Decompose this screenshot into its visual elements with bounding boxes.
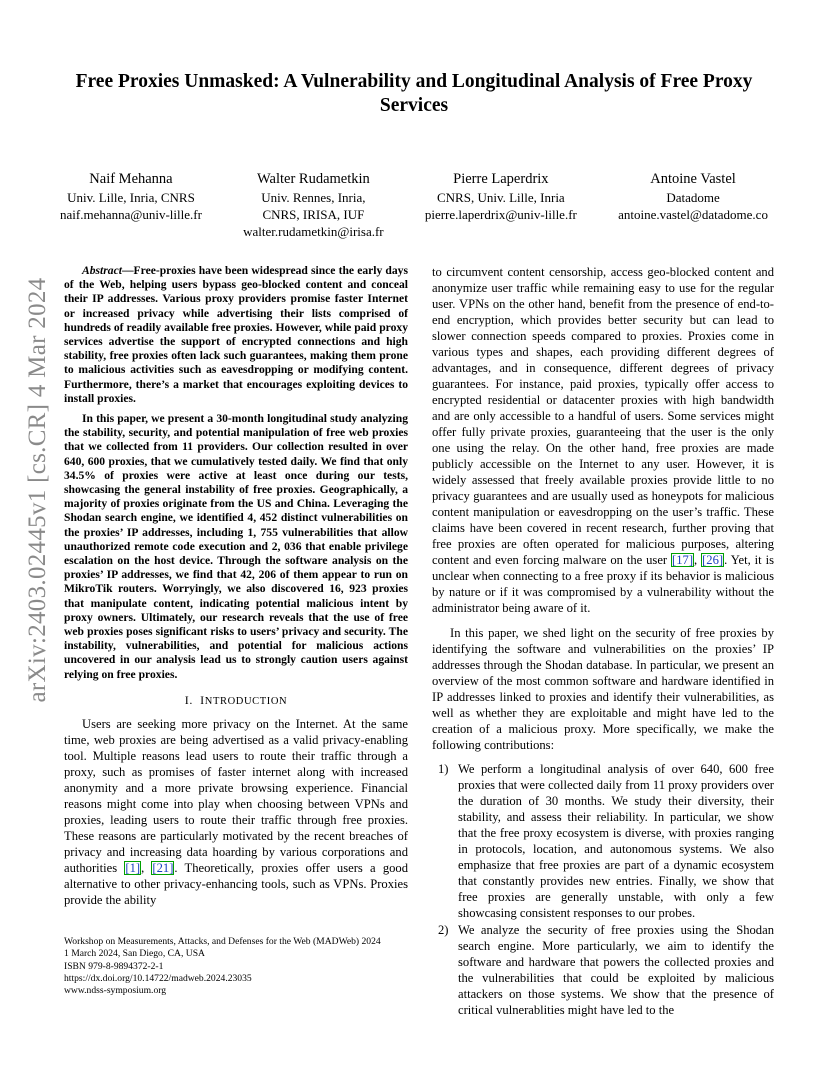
body-paragraph: In this paper, we shed light on the security of free proxies by identifying the software and vulnerabilities on the proxies’ IP addresses through the Shodan database. In particular, we present an overview of the most common software and hardware identified in IP addresses linked to proxies and identify their vulnerabilities, as well as whether they are exploitable and might have led to the creation of a malicious proxy. More specifically, we make the following contributions: bbox=[432, 626, 774, 752]
author-email: pierre.laperdrix@univ-lille.fr bbox=[424, 207, 577, 222]
citation-link[interactable]: [26] bbox=[702, 553, 724, 567]
author-affiliation: CNRS, IRISA, IUF bbox=[262, 207, 365, 222]
body-paragraph bbox=[432, 264, 774, 616]
abstract-paragraph: In this paper, we present a 30-month longitudinal study analyzing the stability, security, and potential manipulation of free web proxies that we collected from 11 providers. Our collection resulted in over 640, 600 proxies, that we cumulatively tested daily. We find that only 34.5% of proxies were active at least once during our tests, showcasing the general instability of free proxies. Geographically, a majority of proxies originate from the US and China. Leveraging the Shodan search engine, we identified 4, 452 distinct vulnerabilities on the proxies’ IP addresses, including 1, 755 vulnerabilities that allow unauthorized remote code execution and 2, 036 that enable privilege escalation on the host device. Through the software analysis on the proxies’ IP addresses, we find that 42, 206 of them appear to run on MikroTik routers. Worryingly, we also discovered 16, 923 proxies that manipulate content, indicating potential malicious intent by proxy owners. Ultimately, our research reveals that the use of free web proxies poses significant risks to users’ privacy and security. The instability, vulnerabilities, and potential for malicious actions uncovered in our analysis lead us to strongly caution users against relying on free proxies. bbox=[64, 412, 408, 681]
footnote-line: www.ndss-symposium.org bbox=[64, 985, 167, 997]
arxiv-identifier-sidebar bbox=[18, 277, 58, 703]
author bbox=[425, 169, 577, 240]
citation-link[interactable]: [21] bbox=[152, 860, 174, 875]
body-text: to circumvent content censorship, access geo-blocked content and anonymize user traffic while remaining easy to use for the regular user. VPNs on the other hand, benefit from the presence of end-to-end encryption, which provides better security but can lead to slower connection speeds compared to proxies. Proxies come in various types and shapes, each providing different degrees of advantages, and in consequence, different degrees of privacy guarantees. For instance, paid proxies, typically offer access to encrypted residential or datacenter proxies with high bandwidth and are only accessible to a handful of users. Some services might offer fully private proxies, guaranteeing that the user is the only one using the relay. On the other hand, free proxies are made publicly accessible on the Internet to any user. However, it is widely assessed that freely available proxies provide little to no privacy guarantees and are usually used as honeypots for malicious content manipulation or eavesdropping on the user’s traffic. These claims have been covered in recent research, further proving that free proxies are often operated for malicious purposes, altering content and even forcing malware on the user bbox=[432, 265, 774, 567]
footnote-line: 1 March 2024, San Diego, CA, USA bbox=[64, 948, 205, 960]
author-affiliation: Univ. Rennes, Inria, bbox=[261, 190, 366, 205]
author-email: antoine.vastel@datadome.co bbox=[618, 207, 768, 222]
section-title-initial: I bbox=[200, 692, 205, 707]
author-email: naif.mehanna@univ-lille.fr bbox=[60, 207, 202, 222]
section-number: I. bbox=[184, 692, 193, 707]
list-item-number: 1) bbox=[438, 762, 449, 776]
abstract-label: Abstract bbox=[82, 264, 122, 277]
author bbox=[618, 169, 768, 240]
section-title-rest: NTRODUCTION bbox=[204, 695, 288, 707]
list-item bbox=[432, 761, 774, 921]
paper-title: Free Proxies Unmasked: A Vulnerability and Longitudinal Analysis of Free Proxy Services bbox=[75, 71, 753, 116]
author-email: walter.rudametkin@irisa.fr bbox=[243, 224, 384, 239]
author-name: Naif Mehanna bbox=[89, 171, 173, 187]
author bbox=[243, 169, 383, 240]
section-heading bbox=[64, 692, 408, 710]
citation-link[interactable]: [1] bbox=[125, 860, 141, 875]
list-item-text: We analyze the security of free proxies using the Shodan search engine. More particularly, we aim to identify the software and hardware that powers the collected proxies and the vulnerabilities that could be exploited by malicious attackers on those systems. We show that the presence of critical vulnerablities might have led to the bbox=[458, 923, 774, 1017]
author-name: Pierre Laperdrix bbox=[453, 171, 549, 187]
list-item bbox=[432, 922, 774, 1018]
arxiv-identifier: arXiv:2403.02445v1 [cs.CR] 4 Mar 2024 bbox=[24, 277, 51, 703]
left-column bbox=[64, 264, 408, 908]
abstract-paragraph bbox=[64, 264, 408, 406]
author-affiliation: Datadome bbox=[666, 190, 720, 205]
footnote-line: https://dx.doi.org/10.14722/madweb.2024.23035 bbox=[64, 972, 252, 984]
abstract-text: —Free-proxies have been widespread since the early days of the Web, helping users bypass geo-blocked content and conceal their IP addresses. Various proxy providers promise faster Internet or increased privacy while advertising their lists comprised of hundreds of readily available free proxies. However, while paid proxy services advertise the support of encrypted connections and high stability, free proxies often lack such guarantees, making them prone to malicious activities such as eavesdropping or modifying content. Furthermore, there’s a market that encourages exploiting devices to install proxies. bbox=[64, 264, 408, 405]
right-column bbox=[432, 264, 774, 1019]
author bbox=[60, 169, 202, 240]
footnote-line: ISBN 979-8-9894372-2-1 bbox=[64, 960, 164, 972]
body-text: . Yet, it is unclear when connecting to a free proxy if its behavior is malicious by nature or if it was compromised by a vulnerability without the administrator being aware of it. bbox=[432, 553, 774, 615]
publication-footnote bbox=[64, 936, 408, 997]
citation-link[interactable]: [17] bbox=[672, 553, 694, 567]
body-text: Users are seeking more privacy on the Internet. At the same time, web proxies are being advertised as a valid privacy-enabling tool. Multiple reasons lead users to route their traffic through a proxy, such as promises of faster internet along with increased anonymity and a more private browsing experience. Financial reasons might come into play when choosing between VPNs and proxies, leading users to route their traffic through free proxies. These reasons are particularly motivated by the recent breaches of privacy and increasing data hoarding by various corporations and authorities bbox=[64, 716, 408, 875]
author-name: Antoine Vastel bbox=[650, 171, 736, 187]
contributions-list bbox=[432, 761, 774, 1018]
list-item-text: We perform a longitudinal analysis of over 640, 600 free proxies that were collected daily from 11 proxy providers over the duration of 30 months. We study their diversity, their stability, and assess their reliability. In particular, we show that the free proxy ecosystem is diverse, with proxies ranging in protocols, location, and autonomous systems. We also emphasize that free proxies are part of a dynamic ecosystem that constantly provides new entries. Finally, we show that free proxies are generally unstable, with only a few showcasing consistent responses to our probes. bbox=[458, 762, 774, 920]
body-text: , bbox=[141, 860, 152, 875]
footnote-line: Workshop on Measurements, Attacks, and Defenses for the Web (MADWeb) 2024 bbox=[64, 936, 381, 947]
body-paragraph bbox=[64, 716, 408, 908]
author-affiliation: Univ. Lille, Inria, CNRS bbox=[67, 190, 195, 205]
author-name: Walter Rudametkin bbox=[256, 171, 370, 187]
author-affiliation: CNRS, Univ. Lille, Inria bbox=[437, 190, 565, 205]
list-item-number: 2) bbox=[438, 923, 449, 937]
body-text: , bbox=[694, 553, 702, 567]
body-text: . Theoretically, proxies offer users a good alternative to other privacy-enhancing tools, such as VPNs. Proxies provide the ability bbox=[64, 860, 409, 907]
author-block bbox=[60, 169, 768, 240]
